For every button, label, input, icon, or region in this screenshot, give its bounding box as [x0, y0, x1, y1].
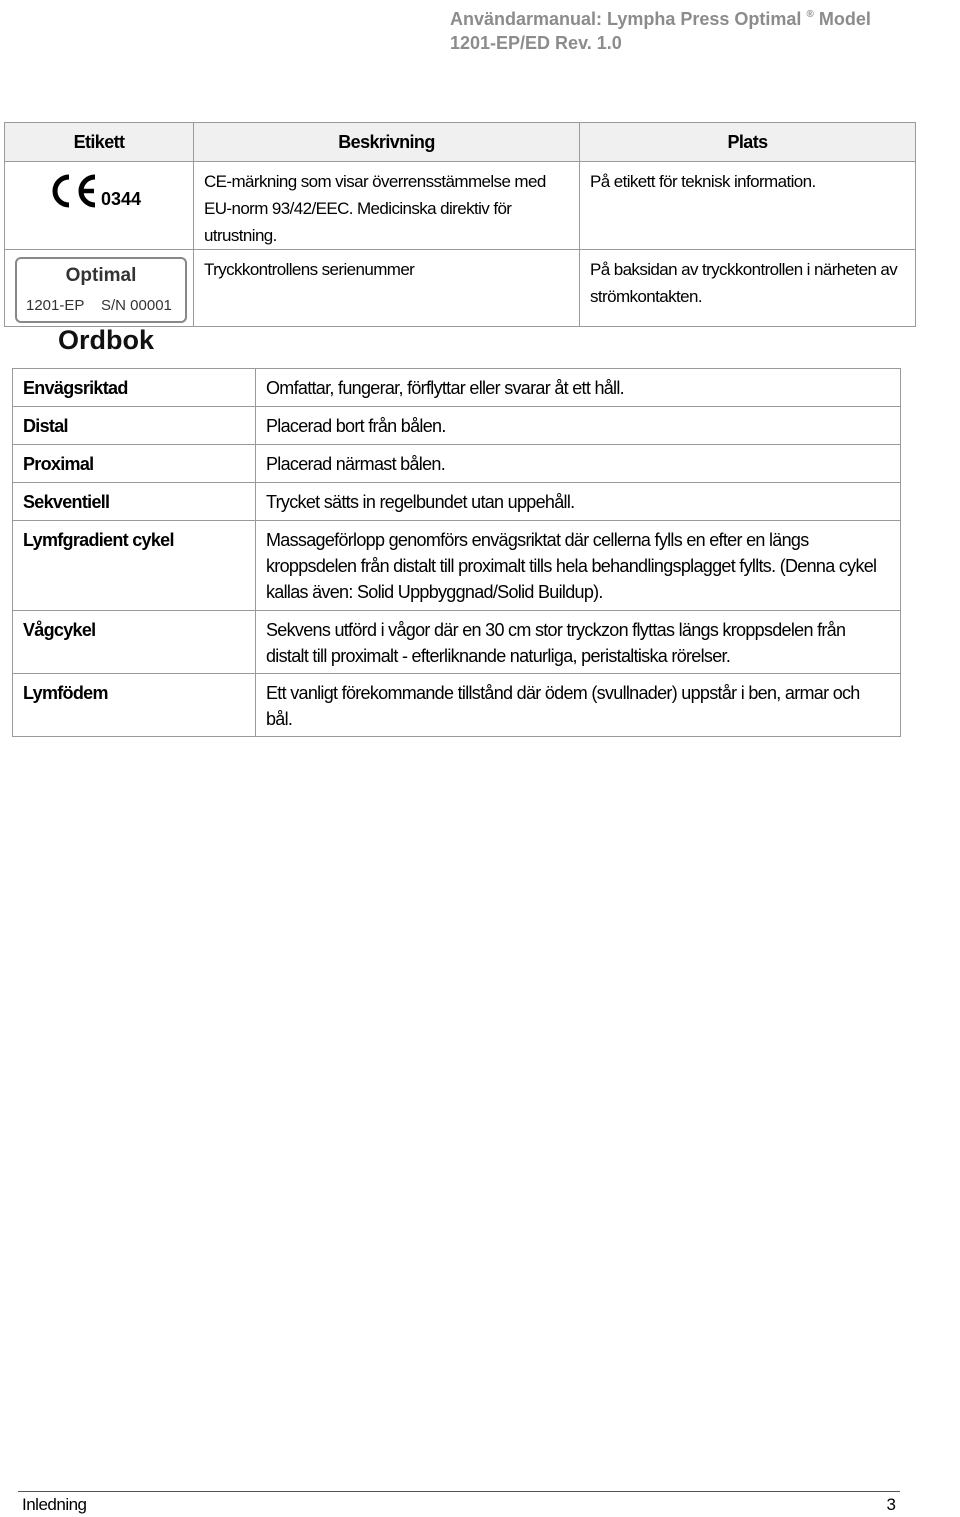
glossary-definition: Omfattar, fungerar, förflyttar eller svarar åt ett håll.	[256, 369, 901, 407]
glossary-row	[13, 521, 901, 611]
glossary-term: Lymfgradient cykel	[13, 521, 256, 611]
table-row	[5, 162, 916, 250]
glossary-definition: Sekvens utförd i vågor där en 30 cm stor tryckzon flyttas längs kroppsdelen från distalt till proximalt - efterliknande naturliga, peristaltiska rörelser.	[256, 611, 901, 674]
location-cell: På etikett för teknisk information.	[580, 162, 916, 250]
glossary-row	[13, 611, 901, 674]
table-row	[5, 250, 916, 327]
glossary-definition: Trycket sätts in regelbundet utan uppehåll.	[256, 483, 901, 521]
serial-number-plate	[15, 257, 187, 323]
ce-mark-icon	[49, 173, 99, 209]
glossary-title: Ordbok	[58, 325, 155, 355]
glossary-term: Sekventiell	[13, 483, 256, 521]
ce-label-cell	[5, 162, 194, 250]
glossary-row	[13, 483, 901, 521]
glossary-row	[13, 407, 901, 445]
label-table	[4, 122, 916, 327]
plate-model: 1201-EP	[26, 297, 85, 314]
glossary-term: Vågcykel	[13, 611, 256, 674]
column-header-beskrivning: Beskrivning	[194, 123, 580, 162]
glossary-row	[13, 369, 901, 407]
glossary-row	[13, 445, 901, 483]
plate-serial: S/N 00001	[101, 297, 172, 314]
glossary-table	[12, 368, 901, 737]
glossary-definition: Placerad bort från bålen.	[256, 407, 901, 445]
glossary-definition: Ett vanligt förekommande tillstånd där ödem (svullnader) uppstår i ben, armar och bål.	[256, 674, 901, 737]
description-cell: Tryckkontrollens serienummer	[194, 250, 580, 327]
serial-plate-cell	[5, 250, 194, 327]
column-header-plats: Plats	[580, 123, 916, 162]
glossary-term: Proximal	[13, 445, 256, 483]
glossary-term: Distal	[13, 407, 256, 445]
footer-divider	[18, 1491, 900, 1492]
footer-page-number: 3	[886, 1495, 896, 1514]
column-header-etikett: Etikett	[5, 123, 194, 162]
ce-notified-body-number: 0344	[101, 189, 142, 209]
glossary-definition: Massageförlopp genomförs envägsriktat där cellerna fylls en efter en längs kroppsdelen från distalt till proximalt tills hela behandlingsplagget fyllts. (Denna cykel kallas även: Solid Uppbyggnad/Solid Buildup).	[256, 521, 901, 611]
header-line-2: 1201-EP/ED Rev. 1.0	[450, 33, 622, 53]
label-table-header	[5, 123, 916, 162]
glossary-definition: Placerad närmast bålen.	[256, 445, 901, 483]
glossary-term: Envägsriktad	[13, 369, 256, 407]
glossary-row	[13, 674, 901, 737]
description-cell: CE-märkning som visar överrensstämmelse med EU-norm 93/42/EEC. Medicinska direktiv för utrustning.	[194, 162, 580, 250]
header-line-1: Användarmanual: Lympha Press Optimal ® Model	[450, 9, 871, 29]
glossary-term: Lymfödem	[13, 674, 256, 737]
plate-title: Optimal	[65, 265, 137, 286]
location-cell: På baksidan av tryckkontrollen i närheten av strömkontakten.	[580, 250, 916, 327]
page-header	[450, 3, 900, 55]
footer-section: Inledning	[22, 1495, 87, 1514]
